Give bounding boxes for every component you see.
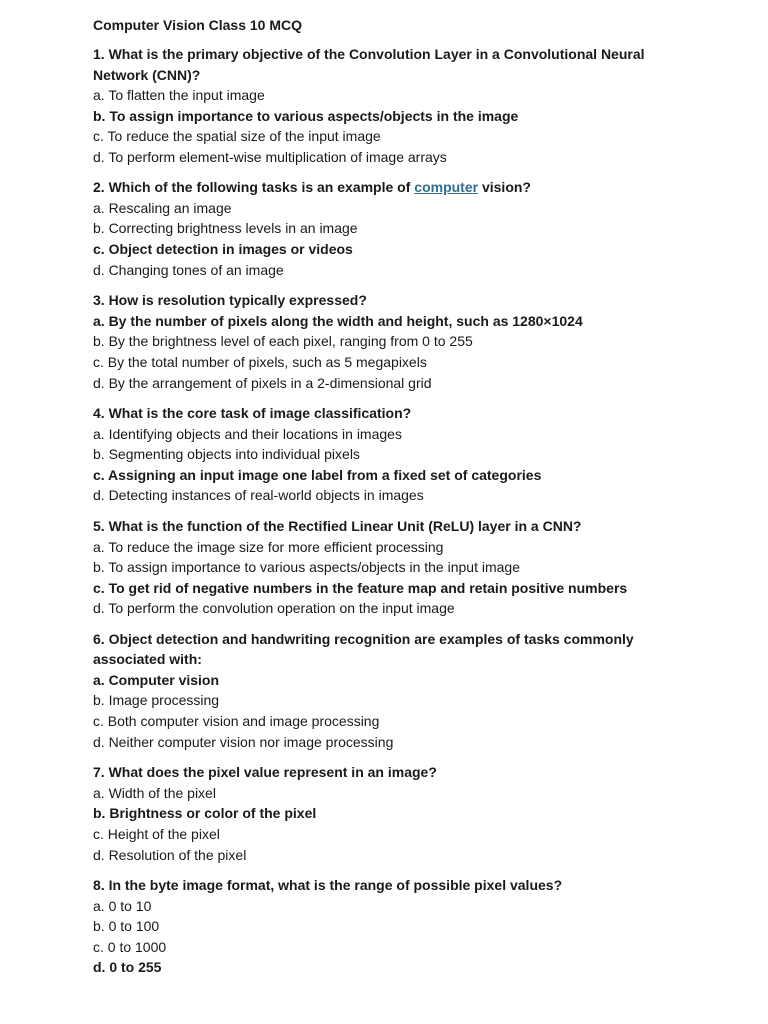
question-text: 4. What is the core task of image classification? (93, 405, 412, 422)
question-5 (93, 516, 678, 619)
question-text-start: 2. Which of the following tasks is an example of (93, 179, 415, 196)
option-c-correct: c. Object detection in images or videos (93, 241, 353, 258)
option-b: b. To assign importance to various aspects/objects in the input image (93, 559, 520, 576)
option-d: d. To perform element-wise multiplication of image arrays (93, 148, 447, 165)
question-text: 1. What is the primary objective of the Convolution Layer in a Convolutional Neural Network (CNN)? (93, 46, 645, 83)
question-6 (93, 629, 678, 752)
question-text: 8. In the byte image format, what is the range of possible pixel values? (93, 877, 563, 894)
question-text (93, 177, 678, 198)
question-4 (93, 403, 678, 506)
option-a-correct: a. Computer vision (93, 671, 220, 688)
option-c-correct: c. Assigning an input image one label from a fixed set of categories (93, 466, 542, 483)
option-d: d. Detecting instances of real-world objects in images (93, 487, 424, 504)
option-b: b. Segmenting objects into individual pixels (93, 446, 360, 463)
option-d-correct: d. 0 to 255 (93, 959, 162, 976)
option-b: b. By the brightness level of each pixel, ranging from 0 to 255 (93, 333, 473, 350)
option-c: c. 0 to 1000 (93, 938, 167, 955)
option-b: b. 0 to 100 (93, 918, 160, 935)
option-b: b. Image processing (93, 692, 220, 709)
document-title: Computer Vision Class 10 MCQ (93, 17, 303, 33)
option-a-correct: a. By the number of pixels along the width and height, such as 1280×1024 (93, 312, 583, 329)
question-2 (93, 177, 678, 280)
question-8 (93, 875, 678, 978)
option-b: b. Correcting brightness levels in an image (93, 220, 358, 237)
option-a: a. To flatten the input image (93, 87, 265, 103)
option-c: c. Height of the pixel (93, 825, 220, 842)
question-7 (93, 762, 678, 865)
option-d: d. Neither computer vision nor image processing (93, 733, 394, 750)
option-b-correct: b. To assign importance to various aspects/objects in the image (93, 107, 519, 124)
option-c: c. Both computer vision and image processing (93, 713, 380, 730)
option-d: d. Resolution of the pixel (93, 846, 247, 863)
question-text: 3. How is resolution typically expressed? (93, 292, 367, 309)
option-d: d. Changing tones of an image (93, 261, 284, 278)
option-a: a. Rescaling an image (93, 199, 232, 216)
option-d: d. To perform the convolution operation on the input image (93, 600, 455, 617)
option-a: a. 0 to 10 (93, 897, 152, 914)
question-1 (93, 44, 678, 167)
option-c-correct: c. To get rid of negative numbers in the feature map and retain positive numbers (93, 579, 628, 596)
question-text-end: vision? (478, 179, 531, 196)
option-c: c. To reduce the spatial size of the input image (93, 128, 381, 145)
question-text: 6. Object detection and handwriting recognition are examples of tasks commonly associated with: (93, 630, 634, 668)
option-a: a. Width of the pixel (93, 784, 216, 801)
option-a: a. Identifying objects and their locations in images (93, 425, 402, 442)
computer-link[interactable]: computer (414, 179, 479, 196)
option-b-correct: b. Brightness or color of the pixel (93, 805, 317, 822)
option-c: c. By the total number of pixels, such as 5 megapixels (93, 353, 427, 370)
option-d: d. By the arrangement of pixels in a 2-dimensional grid (93, 374, 432, 391)
question-text: 7. What does the pixel value represent in an image? (93, 764, 437, 781)
question-text: 5. What is the function of the Rectified Linear Unit (ReLU) layer in a CNN? (93, 518, 582, 534)
option-a: a. To reduce the image size for more efficient processing (93, 538, 444, 555)
question-3 (93, 290, 678, 393)
